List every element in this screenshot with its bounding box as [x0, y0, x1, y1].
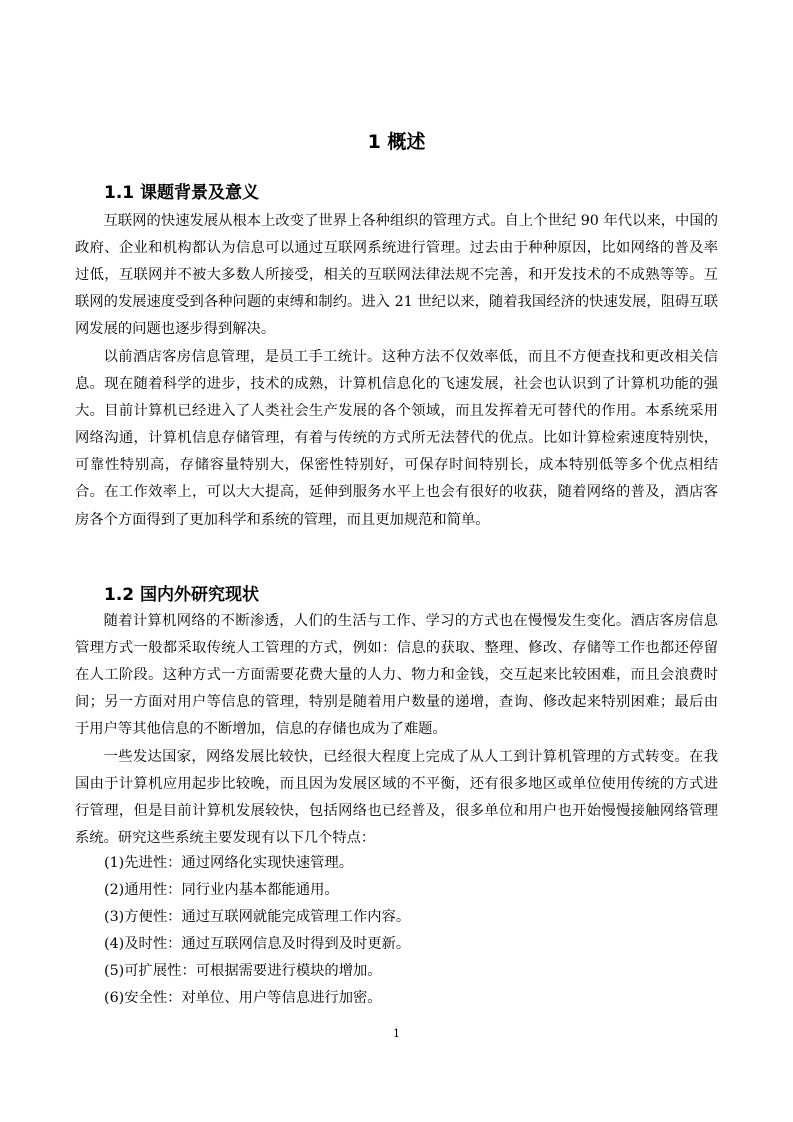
paragraph-research-2: 一些发达国家，网络发展比较快，已经很大程度上完成了从人工到计算机管理的方式转变。在我国由于计算机应用起步比较晚，而且因为发展区域的不平衡，还有很多地区或单位使用传统的方式进行管理，但是目前计算机发展较快，包括网络也已经普及，很多单位和用户也开始慢慢接触网络管理系统。研究这些系统主要发现有以下几个特点：	[75, 749, 718, 847]
paragraph-background-2: 以前酒店客房信息管理，是员工手工统计。这种方法不仅效率低，而且不方便查找和更改相关信息。现在随着科学的进步，技术的成熟，计算机信息化的飞速发展，社会也认识到了计算机功能的强大。目前计算机已经进入了人类社会生产发展的各个领域，而且发挥着无可替代的作用。本系统采用网络沟通，计算机信息存储管理，有着与传统的方式所无法替代的优点。比如计算检索速度特别快，可靠性特别高，存储容量特别大，保密性特别好，可保存时间特别长，成本特别低等多个优点相结合。在工作效率上，可以大大提高，延伸到服务水平上也会有很好的收获，随着网络的普及，酒店客房各个方面得到了更加科学和系统的管理，而且更加规范和简单。	[75, 349, 718, 528]
list-item: (3)方便性：通过互联网就能完成管理工作内容。	[104, 909, 411, 925]
list-item: (2)通用性：同行业内基本都能通用。	[104, 882, 339, 898]
paragraph-research-1: 随着计算机网络的不断渗透，人们的生活与工作、学习的方式也在慢慢发生变化。酒店客房信息管理方式一般都采取传统人工管理的方式，例如：信息的获取、整理、修改、存储等工作也都还停留在人工阶段。这种方式一方面需要花费大量的人力、物力和金钱，交互起来比较困难，而且会浪费时间；另一方面对用户等信息的管理，特别是随着用户数量的递增，查询、修改起来特别困难；最后由于用户等其他信息的不断增加，信息的存储也成为了难题。	[75, 613, 718, 738]
list-item: (6)安全性：对单位、用户等信息进行加密。	[104, 990, 382, 1006]
page-number: 1	[393, 1027, 400, 1040]
list-item: (4)及时性：通过互联网信息及时得到及时更新。	[104, 936, 411, 952]
chapter-title: 1 概述	[367, 131, 426, 153]
list-item: (1)先进性：通过网络化实现快速管理。	[104, 855, 353, 871]
list-item: (5)可扩展性：可根据需要进行模块的增加。	[104, 963, 382, 979]
paragraph-background-1: 互联网的快速发展从根本上改变了世界上各种组织的管理方式。自上个世纪 90 年代以来，中国的政府、企业和机构都认为信息可以通过互联网系统进行管理。过去由于种种原因，比如网络的普及率过低，互联网并不被大多数人所接受，相关的互联网法律法规不完善，和开发技术的不成熟等等。互联网的发展速度受到各种问题的束缚和制约。进入 21 世纪以来，随着我国经济的快速发展，阻碍互联网发展的问题也逐步得到解决。	[75, 213, 718, 338]
section-title-1-2: 1.2 国内外研究现状	[104, 585, 260, 605]
section-title-1-1: 1.1 课题背景及意义	[104, 183, 260, 203]
